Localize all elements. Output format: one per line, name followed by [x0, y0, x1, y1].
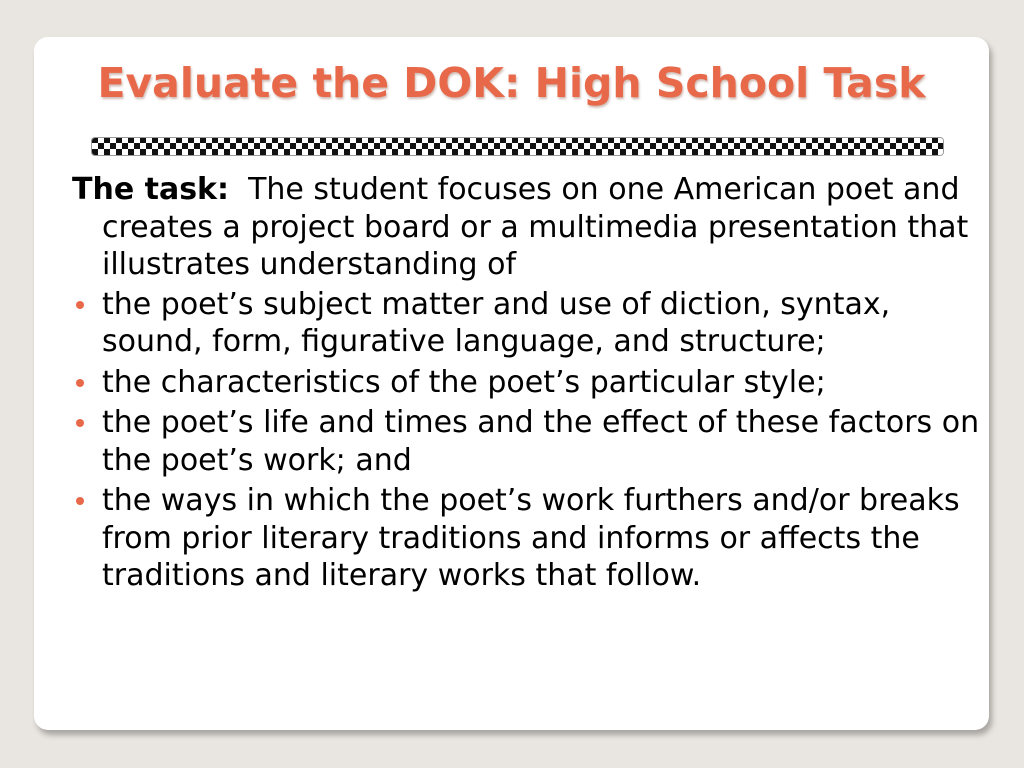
bullet-icon	[76, 419, 84, 427]
bullet-text: the characteristics of the poet’s particular style;	[102, 364, 826, 400]
slide-body	[72, 171, 987, 598]
list-item	[72, 364, 987, 402]
checkered-divider	[92, 138, 943, 155]
task-intro	[72, 171, 987, 284]
bullet-icon	[76, 301, 84, 309]
list-item	[72, 286, 987, 361]
list-item	[72, 404, 987, 479]
bullet-text: the poet’s subject matter and use of diction, syntax, sound, form, figurative language, and structure;	[102, 286, 891, 359]
list-item	[72, 482, 987, 595]
slide-title: Evaluate the DOK: High School Task	[97, 59, 926, 107]
task-description: The student focuses on one American poet and creates a project board or a multimedia presentation that illustrates understanding of	[102, 172, 969, 282]
slide	[34, 37, 989, 730]
bullet-list	[72, 286, 987, 595]
bullet-text: the ways in which the poet’s work furthers and/or breaks from prior literary traditions and informs or affects the traditions and literary works that follow.	[102, 483, 960, 593]
bullet-icon	[76, 379, 84, 387]
task-lead: The task:	[72, 172, 230, 207]
bullet-icon	[76, 497, 84, 505]
bullet-text: the poet’s life and times and the effect of these factors on the poet’s work; and	[102, 405, 980, 478]
